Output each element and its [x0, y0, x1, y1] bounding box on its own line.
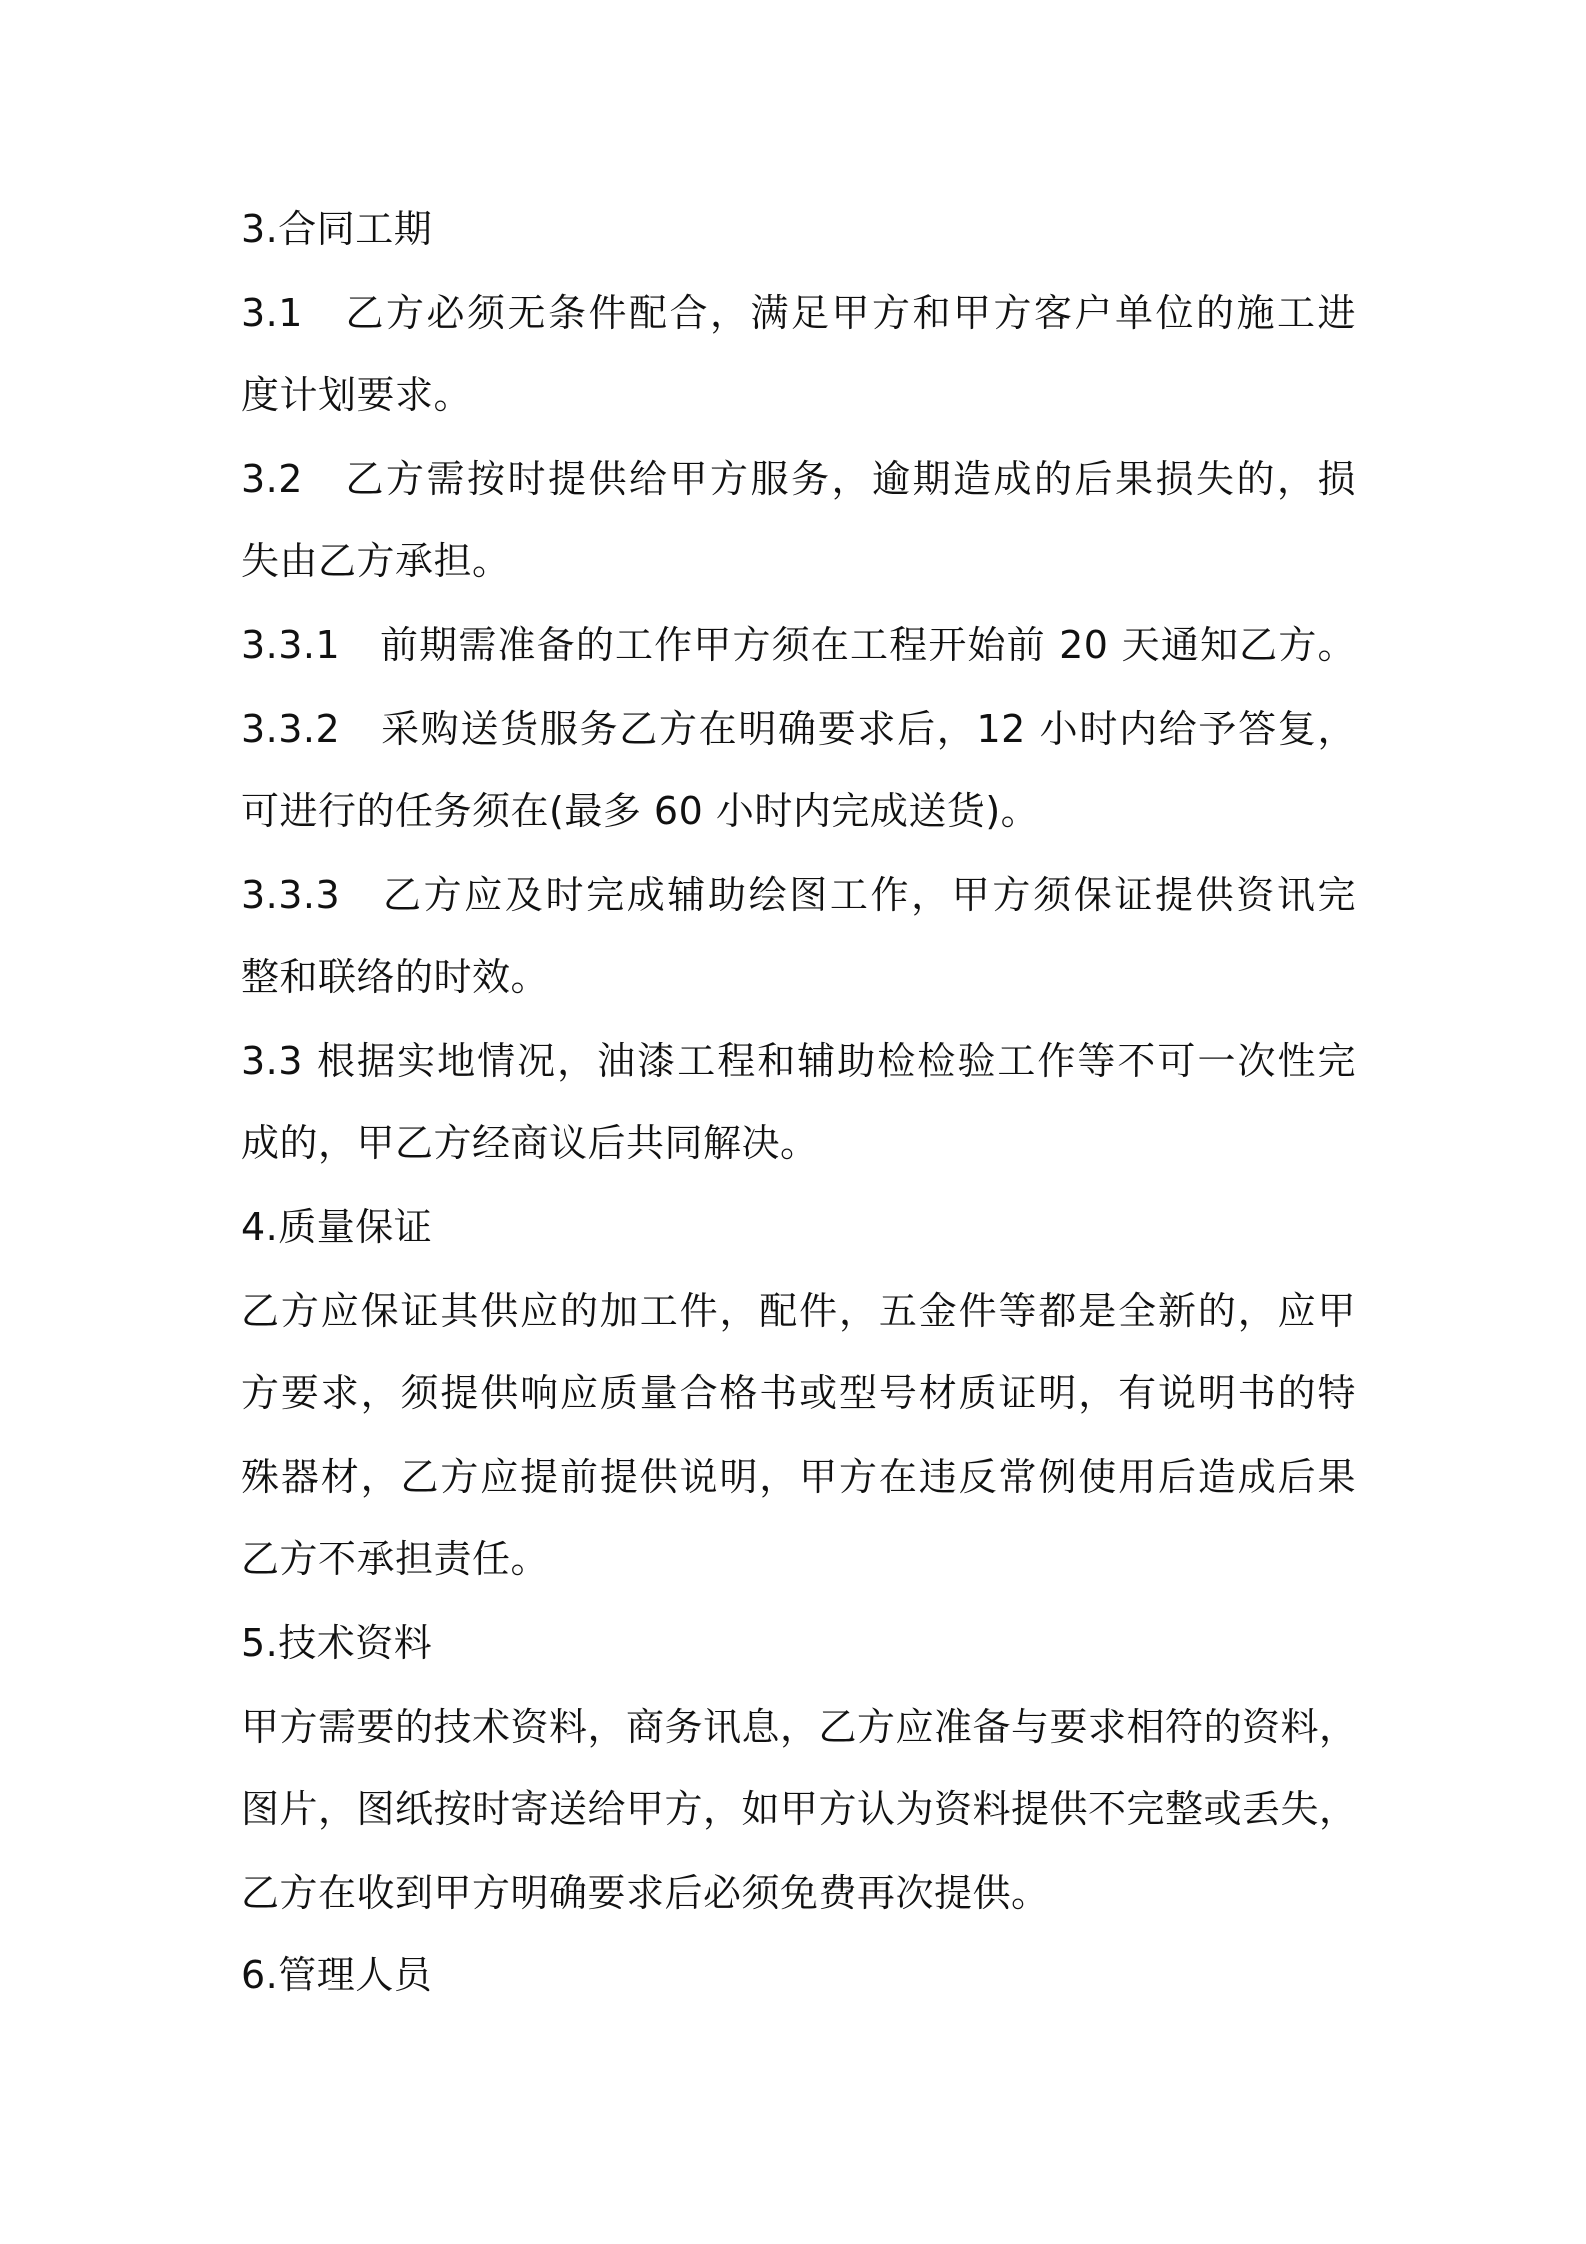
- clause-3-3-3-line-2: 整和联络的时效。: [241, 955, 550, 999]
- section-heading-technical-data: 5.技术资料: [241, 1621, 433, 1665]
- clause-3-3-line-2: 成的，甲乙方经商议后共同解决。: [241, 1121, 819, 1165]
- clause-3-1-line-2: 度计划要求。: [241, 373, 473, 417]
- clause-3-2-line-1: 3.2 乙方需按时提供给甲方服务，逾期造成的后果损失的，损: [241, 457, 1356, 501]
- clause-3-3-2-line-1: 3.3.2 采购送货服务乙方在明确要求后，12 小时内给予答复，: [241, 707, 1356, 751]
- clause-3-2-line-2: 失由乙方承担。: [241, 539, 511, 583]
- clause-3-3-2-line-2: 可进行的任务须在(最多 60 小时内完成送货)。: [241, 789, 1040, 833]
- clause-3-3-1-line: 3.3.1 前期需准备的工作甲方须在工程开始前 20 天通知乙方。: [241, 623, 1356, 667]
- clause-3-3-line-1: 3.3 根据实地情况，油漆工程和辅助检检验工作等不可一次性完: [241, 1039, 1356, 1083]
- section-heading-contract-period: 3.合同工期: [241, 207, 433, 251]
- clause-3-3-3-line-1: 3.3.3 乙方应及时完成辅助绘图工作，甲方须保证提供资讯完: [241, 873, 1356, 917]
- technical-paragraph-line-2: 图片，图纸按时寄送给甲方，如甲方认为资料提供不完整或丢失，: [241, 1787, 1358, 1831]
- quality-paragraph-line-3: 殊器材，乙方应提前提供说明，甲方在违反常例使用后造成后果: [241, 1455, 1356, 1499]
- quality-paragraph-line-1: 乙方应保证其供应的加工件，配件，五金件等都是全新的，应甲: [241, 1289, 1356, 1333]
- technical-paragraph-line-3: 乙方在收到甲方明确要求后必须免费再次提供。: [241, 1871, 1050, 1915]
- section-heading-quality-guarantee: 4.质量保证: [241, 1205, 433, 1249]
- quality-paragraph-line-2: 方要求，须提供响应质量合格书或型号材质证明，有说明书的特: [241, 1371, 1356, 1415]
- quality-paragraph-line-4: 乙方不承担责任。: [241, 1537, 550, 1581]
- clause-3-1-line-1: 3.1 乙方必须无条件配合，满足甲方和甲方客户单位的施工进: [241, 291, 1356, 335]
- section-heading-management-personnel: 6.管理人员: [241, 1953, 433, 1997]
- technical-paragraph-line-1: 甲方需要的技术资料，商务讯息，乙方应准备与要求相符的资料，: [241, 1705, 1358, 1749]
